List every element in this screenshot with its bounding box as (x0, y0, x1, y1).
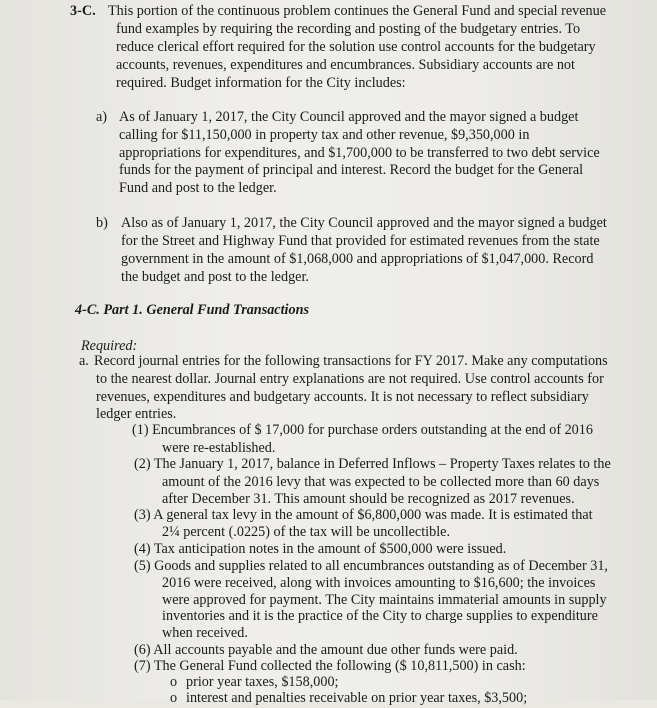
transaction-line: (5) Goods and supplies related to all encumbrances outstanding as of December 31, (134, 558, 608, 574)
item-b-line: Also as of January 1, 2017, the City Council approved and the mayor signed a budget (121, 215, 607, 231)
part-a-label: a. (79, 353, 89, 369)
transaction-line: 2016 were received, along with invoices amounting to $16,600; the invoices (162, 575, 596, 591)
item-a-line: calling for $11,150,000 in property tax and other revenue, $9,350,000 in (119, 127, 530, 143)
transaction-line: were re-established. (162, 440, 276, 456)
part-a-line: Record journal entries for the following transactions for FY 2017. Make any computations (94, 353, 608, 369)
item-b-line: government in the amount of $1,068,000 and appropriations of $1,047,000. Record (121, 251, 594, 267)
item-a-line: As of January 1, 2017, the City Council approved and the mayor signed a budget (119, 109, 579, 125)
bullet-item: interest and penalties receivable on prior year taxes, $3,500; (186, 690, 528, 706)
problem-3c-line: accounts, revenues, expenditures and encumbrances. Subsidiary accounts are not (116, 57, 575, 73)
section-heading: 4-C. Part 1. General Fund Transactions (75, 302, 309, 318)
transaction-line: (1) Encumbrances of $ 17,000 for purchase orders outstanding at the end of 2016 (132, 422, 593, 438)
transaction-line: (3) A general tax levy in the amount of $6,800,000 was made. It is estimated that (134, 507, 593, 523)
item-a-line: Fund and post to the ledger. (119, 180, 277, 196)
problem-3c-number: 3-C. (70, 3, 96, 19)
bullet-circle-icon: o (170, 674, 178, 690)
transaction-line: (4) Tax anticipation notes in the amount of $500,000 were issued. (134, 541, 507, 557)
item-a-label: a) (96, 109, 108, 125)
transaction-line: were approved for payment. The City maintains immaterial amounts in supply (162, 592, 607, 608)
item-b-line: the budget and post to the ledger. (121, 269, 309, 285)
transaction-line: 2¼ percent (.0225) of the tax will be uncollectible. (162, 524, 450, 540)
problem-3c-line: This portion of the continuous problem continues the General Fund and special revenue (108, 3, 607, 19)
bullet-circle-icon: o (170, 690, 178, 706)
transaction-line: after December 31. This amount should be recognized as 2017 revenues. (162, 491, 575, 507)
problem-3c-line: fund examples by requiring the recording and posting of the budgetary entries. To (116, 21, 581, 37)
item-a-line: funds for the payment of principal and interest. Record the budget for the General (119, 162, 584, 178)
bullet-item: prior year taxes, $158,000; (186, 674, 339, 690)
transaction-line: when received. (162, 625, 248, 641)
problem-3c-line: reduce clerical effort required for the solution use control accounts for the budgetary (116, 39, 596, 55)
transaction-line: amount of the 2016 levy that was expected to be collected more than 60 days (162, 474, 600, 490)
item-b-label: b) (96, 215, 108, 231)
transaction-line: inventories and it is the practice of the City to charge supplies to expenditure (162, 608, 598, 624)
part-a-line: to the nearest dollar. Journal entry explanations are not required. Use control accounts for (96, 371, 604, 387)
part-a-line: ledger entries. (96, 406, 177, 422)
item-a-line: appropriations for expenditures, and $1,700,000 to be transferred to two debt service (119, 145, 600, 161)
transaction-line: (7) The General Fund collected the following ($ 10,811,500) in cash: (134, 658, 526, 674)
required-label: Required: (81, 338, 138, 354)
transaction-line: (2) The January 1, 2017, balance in Deferred Inflows – Property Taxes relates to the (134, 456, 611, 472)
problem-3c-line: required. Budget information for the City includes: (116, 75, 406, 91)
transaction-line: (6) All accounts payable and the amount due other funds were paid. (134, 642, 518, 658)
item-b-line: for the Street and Highway Fund that provided for estimated revenues from the state (121, 233, 600, 249)
part-a-line: revenues, expenditures and budgetary accounts. It is not necessary to reflect subsidiary (96, 389, 589, 405)
